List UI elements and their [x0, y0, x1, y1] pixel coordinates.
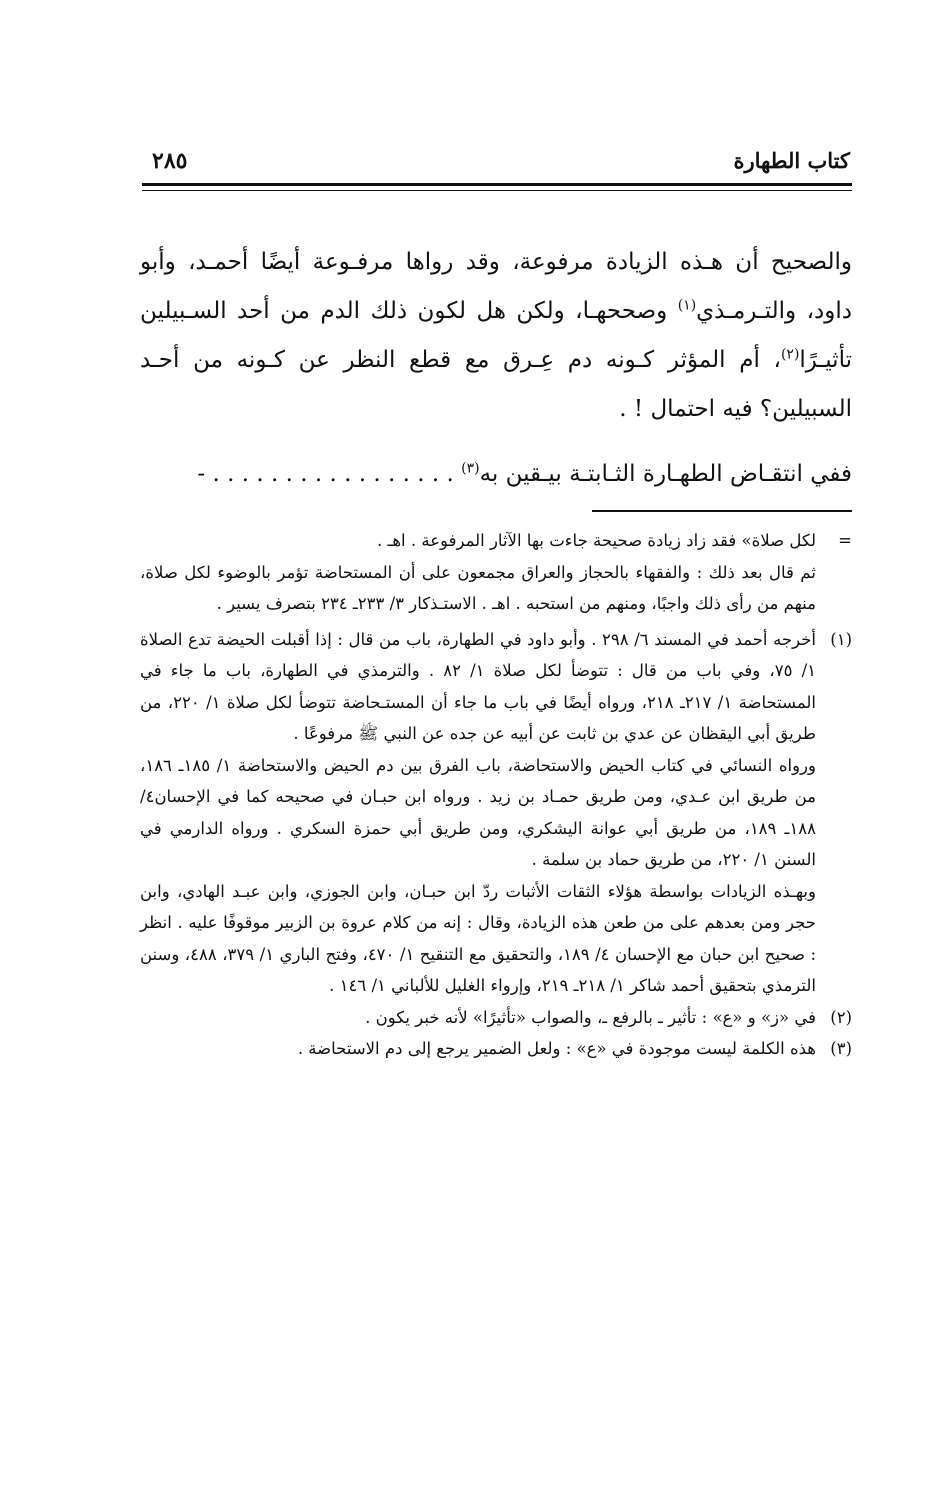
header-rule-thin: [142, 190, 852, 191]
footnote-paragraph: لكل صلاة» فقد زاد زيادة صحيحة جاءت بها الآثار المرفوعة . اهـ .: [377, 531, 816, 550]
header-rule: [142, 183, 852, 186]
footnote-paragraph: هذه الكلمة ليست موجودة في «ع» : ولعل الضمير يرجع إلى دم الاستحاضة .: [297, 1039, 816, 1058]
footnote-paragraph: ورواه النسائي في كتاب الحيض والاستحاضة، باب الفرق بين دم الحيض والاستحاضة ١/ ١٨٥ـ ١٨٦، من طريق ابن عـدي، ومن طريق حمـاد بن زيد . ورواه ابن حبـان في صحيحه كما في الإحسان٤/ ١٨٨ـ ١٨٩، من طريق أبي عوانة اليشكري، ومن طريق أبي حمزة السكري . ورواه الدارمي في السنن ١/ ٢٢٠، من طريق حماد بن سلمة .: [140, 755, 816, 869]
main-text-segment: وصححهـا، ولكن هل لكون ذلك الدم من أحد السـبيلين تأثيـرًا: [140, 298, 852, 373]
footnote-reference-3: (٣): [461, 460, 480, 477]
footnote-marker: (٢): [830, 1007, 852, 1027]
main-text-segment: ففي انتقـاض الطهـارة الثـابتـة بيـقين به: [479, 461, 852, 487]
footnote-2: [140, 1002, 852, 1034]
footnote-reference-2: (٢): [780, 346, 800, 363]
main-text-segment: ، أم المؤثر كـونه دم عِـرق مع قطع النظر عن كـونه من أحـد السبيلين؟ فيه احتمال ! .: [140, 347, 852, 422]
footnote-marker: (٣): [830, 1039, 852, 1058]
footnote-3: [140, 1033, 852, 1065]
footnote-marker: (١): [830, 629, 852, 649]
footnote-paragraph: وبهـذه الزيادات بواسطة هؤلاء الثقات الأثبات ردّ ابن حبـان، وابن الجوزي، وابن عبـد الهادي، وابن حجر ومن بعدهم على من طعن هذه الزيادة، وقال : إنه من كلام عروة بن الزبير موقوفًا عليه . انظر : صحيح ابن حبان مع الإحسان ٤/ ١٨٩، والتحقيق مع التنقيح ١/ ٤٧٠، وفتح الباري ١/ ٣٧٩، ٤٨٨، وسنن الترمذي بتحقيق أحمد شاكر ١/ ٢١٨ـ ٢١٩، وإرواء الغليل للألباني ١/ ١٤٦ .: [140, 881, 817, 995]
footnotes: [140, 525, 852, 1065]
ellipsis-dots: . . . . . . . . . . . . . . . . . -: [197, 461, 462, 487]
main-text: [140, 238, 852, 499]
main-text-segment: والصحيح أن هـذه الزيادة مرفوعة، وقد رواها مرفـوعة أيضًا أحمـد، وأبو داود، والتـرمـذي: [140, 249, 852, 324]
main-paragraph-2: [140, 450, 852, 499]
footnote-continuation: [140, 525, 852, 620]
main-paragraph-1: [140, 238, 852, 434]
running-title: كتاب الطهارة: [733, 148, 850, 173]
footnote-paragraph: أخرجه أحمد في المسند ٦/ ٢٩٨ . وأبو داود في الطهارة، باب من قال : إذا أقبلت الحيضة تدع الصلاة ١/ ٧٥، وفي باب من قال : تتوضأ لكل صلاة ١/ ٨٢ . والترمذي في الطهارة، باب ما جاء في المستحاضة ١/ ٢١٧ـ ٢١٨، ورواه أيضًا في باب ما جاء أن المستـحاضة تتوضأ لكل صلاة ١/ ٢٢٠، من طريق أبي اليقظان عن عدي بن ثابت عن أبيه عن جده عن النبي ﷺ مرفوعًا .: [140, 629, 816, 743]
page-number: ٢٨٥: [152, 148, 188, 174]
page-header: [148, 148, 850, 184]
footnote-reference-1: (١): [677, 297, 697, 314]
footnote-paragraph: في «ز» و «ع» : تأثير ـ بالرفع ـ، والصواب «تأثيرًا» لأنه خبر يكون .: [365, 1007, 816, 1027]
footnote-separator: [592, 510, 852, 512]
footnote-paragraph: ثم قال بعد ذلك : والفقهاء بالحجاز والعراق مجمعون على أن المستحاضة تؤمر بالوضوء لكل صلاة، منهم من رأى ذلك واجبًا، ومنهم من استحبه . اهـ . الاستـذكار ٣/ ٢٣٣ـ ٢٣٤ بتصرف يسير .: [140, 562, 816, 613]
continuation-marker: =: [838, 531, 852, 550]
footnote-1: [140, 624, 852, 1002]
